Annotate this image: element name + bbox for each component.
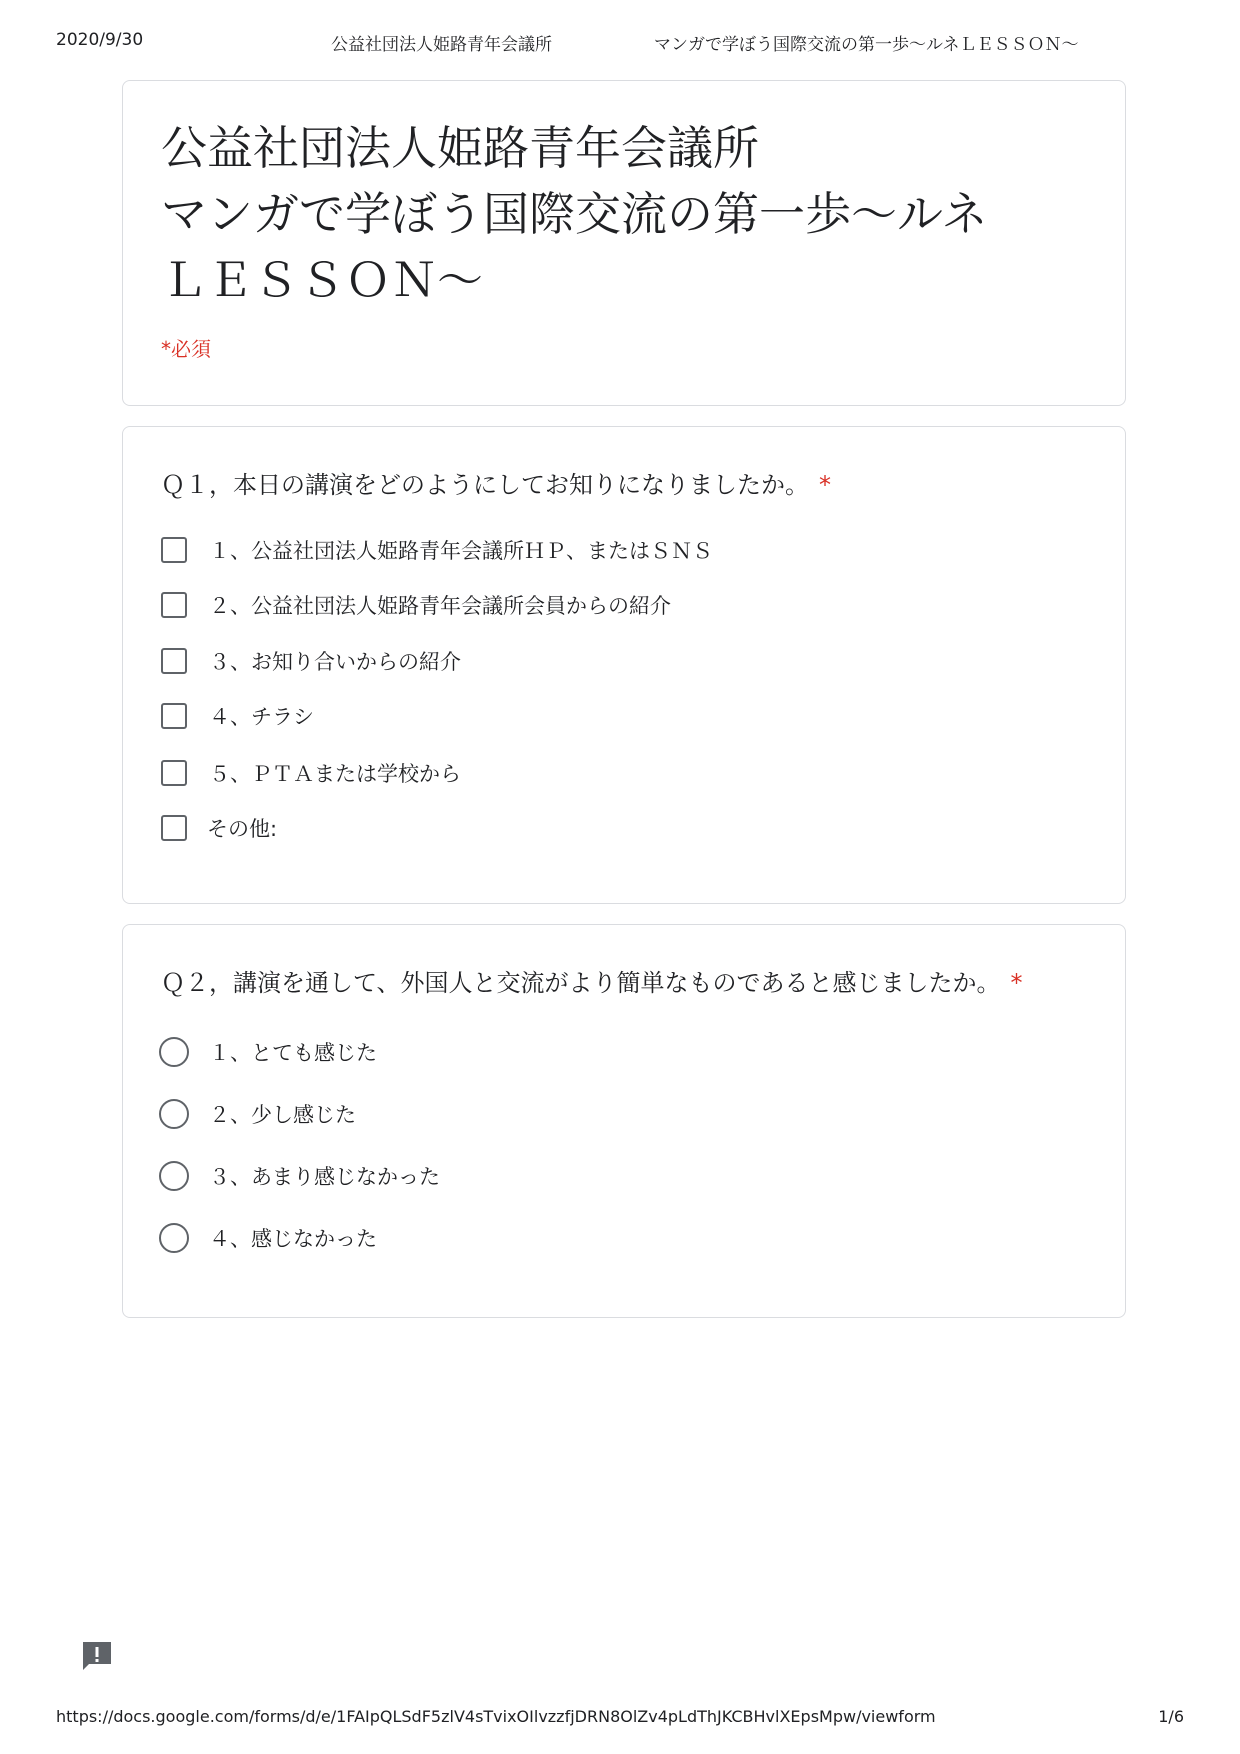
page-url: https://docs.google.com/forms/d/e/1FAIpQLSdF5zlV4sTvixOIlvzzfjDRN8OlZv4pLdThJKCBHvlXEpsMpw/viewform bbox=[56, 1707, 936, 1726]
checkbox[interactable] bbox=[161, 648, 187, 674]
print-date: 2020/9/30 bbox=[56, 30, 144, 50]
option-label: ２、公益社団法人姫路青年会議所会員からの紹介 bbox=[209, 594, 671, 618]
radio-option[interactable] bbox=[161, 1159, 440, 1193]
option-label: ４、チラシ bbox=[209, 705, 314, 729]
checkbox[interactable] bbox=[161, 760, 187, 786]
checkbox-option[interactable] bbox=[161, 533, 713, 567]
question-card-q1 bbox=[122, 426, 1126, 904]
checkbox-option[interactable] bbox=[161, 644, 461, 678]
radio-button[interactable] bbox=[159, 1037, 189, 1067]
checkbox[interactable] bbox=[161, 537, 187, 563]
option-label: １、公益社団法人姫路青年会議所ＨＰ、またはＳＮＳ bbox=[209, 539, 713, 563]
print-page-title: 公益社団法人姫路青年会議所 マンガで学ぼう国際交流の第一歩～ルネＬＥＳＳＯＮ～ bbox=[331, 35, 1079, 55]
radio-option[interactable] bbox=[161, 1035, 377, 1069]
option-label: ４、感じなかった bbox=[209, 1227, 377, 1251]
option-label: ３、お知り合いからの紹介 bbox=[209, 650, 461, 674]
checkbox[interactable] bbox=[161, 815, 187, 841]
required-note: *必須 bbox=[161, 337, 211, 361]
checkbox[interactable] bbox=[161, 592, 187, 618]
checkbox-option[interactable] bbox=[161, 756, 461, 790]
feedback-icon[interactable] bbox=[80, 1639, 114, 1673]
page-number: 1/6 bbox=[1158, 1707, 1184, 1726]
question-text: Ｑ１，本日の講演をどのようにしてお知りになりましたか。 bbox=[161, 471, 809, 499]
checkbox[interactable] bbox=[161, 703, 187, 729]
print-header bbox=[56, 30, 1184, 54]
checkbox-option[interactable] bbox=[161, 588, 671, 622]
radio-option[interactable] bbox=[161, 1097, 356, 1131]
option-label: ２、少し感じた bbox=[209, 1103, 356, 1127]
question-text: Ｑ２，講演を通して、外国人と交流がより簡単なものであると感じましたか。 bbox=[161, 969, 1001, 997]
option-label: その他: bbox=[207, 817, 278, 841]
form-title-line: 公益社団法人姫路青年会議所 bbox=[161, 121, 759, 175]
form-title-line: ＬＥＳＳＯＮ～ bbox=[161, 253, 483, 307]
checkbox-option-other[interactable] bbox=[161, 811, 277, 845]
radio-button[interactable] bbox=[159, 1161, 189, 1191]
radio-button[interactable] bbox=[159, 1099, 189, 1129]
option-label: １、とても感じた bbox=[209, 1041, 377, 1065]
question-title bbox=[161, 465, 831, 500]
radio-button[interactable] bbox=[159, 1223, 189, 1253]
radio-option[interactable] bbox=[161, 1221, 377, 1255]
question-title bbox=[161, 963, 1023, 998]
form-title-line: マンガで学ぼう国際交流の第一歩～ルネ bbox=[161, 187, 988, 241]
required-asterisk: * bbox=[819, 471, 831, 499]
question-card-q2 bbox=[122, 924, 1126, 1318]
required-asterisk: * bbox=[1010, 969, 1023, 997]
print-footer bbox=[56, 1707, 1184, 1731]
form-title bbox=[161, 115, 1101, 313]
form-header-card bbox=[122, 80, 1126, 406]
option-label: ５、ＰＴＡまたは学校から bbox=[209, 762, 461, 786]
checkbox-option[interactable] bbox=[161, 699, 314, 733]
option-label: ３、あまり感じなかった bbox=[209, 1165, 440, 1189]
